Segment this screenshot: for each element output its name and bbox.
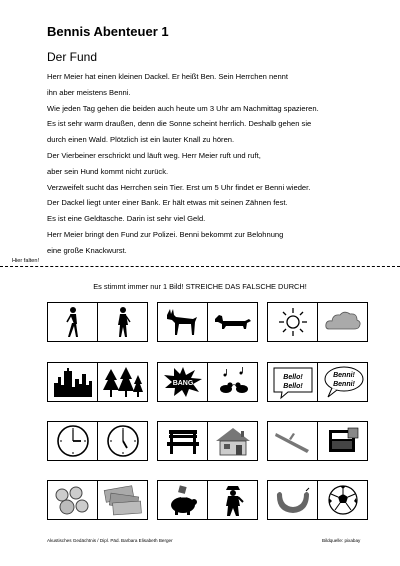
clock-five-icon [103, 423, 143, 459]
picture-pair-clocks [47, 421, 148, 461]
walking-man-icon [53, 305, 93, 339]
story-line: Herr Meier hat einen kleinen Dackel. Er heißt Ben. Sein Herrchen nennt [47, 72, 289, 81]
footer-image-source: Bildquelle: pixabay [322, 538, 361, 543]
story-line: aber sein Hund kommt nicht zurück. [47, 166, 169, 176]
dachshund-icon [211, 305, 255, 339]
singing-birds-icon [211, 365, 255, 399]
forest-icon [101, 365, 145, 399]
fold-label: Hier falten! [12, 258, 40, 264]
story-line: Es ist sehr warm draußen, denn die Sonne scheint herrlich. Deshalb gehen sie [47, 119, 312, 129]
story-line: Wie jeden Tag gehen die beiden auch heute um 3 Uhr am Nachmittag spazieren. [47, 103, 319, 113]
bubble-right-line: Benni! [332, 372, 355, 379]
city-skyline-icon [51, 365, 95, 399]
walking-woman-icon [103, 305, 143, 339]
picture-cell[interactable] [318, 422, 367, 460]
picture-cell[interactable] [268, 481, 318, 519]
picture-cell[interactable] [48, 481, 98, 519]
picture-cell[interactable] [318, 481, 367, 519]
bubble-left-line: Bello! [282, 383, 303, 390]
picture-cell[interactable] [268, 363, 318, 401]
picture-grid [47, 302, 367, 521]
bubble-right-line: Benni! [332, 381, 355, 388]
picture-pair-stick-or-wallet [267, 421, 368, 461]
sausage-icon [271, 482, 315, 518]
speech-bubble-bello-icon [270, 364, 316, 400]
picture-cell[interactable] [158, 303, 208, 341]
picture-cell[interactable] [208, 363, 257, 401]
footer-credit: Akustisches Gedächtnis / Dipl. Päd. Barbara Elisabeth Berger [47, 538, 173, 543]
picture-pair-bench-or-house [157, 421, 258, 461]
story-line: Verzweifelt sucht das Herrchen sein Tier. Erst um 5 Uhr findet er Benni wieder. [47, 182, 311, 192]
story-line: Der Dackel liegt unter einer Bank. Er hält etwas mit seinen Zähnen fest. [47, 198, 288, 208]
soccer-ball-icon [323, 482, 363, 518]
sun-icon [273, 305, 313, 339]
story-line: Der Vierbeiner erschrickt und läuft weg. Herr Meier ruft und ruft, [47, 150, 261, 160]
picture-pair-piggybank-or-police [157, 480, 258, 520]
picture-cell[interactable] [48, 422, 98, 460]
wallet-icon [321, 424, 365, 458]
fold-line [0, 266, 400, 267]
story-line: eine große Knackwurst. [47, 245, 127, 255]
bubble-left-line: Bello! [282, 374, 303, 381]
picture-cell[interactable] [268, 303, 318, 341]
picture-pair-dog [157, 302, 258, 342]
picture-cell[interactable] [318, 303, 367, 341]
story-subtitle: Der Fund [47, 50, 98, 64]
coins-icon [51, 482, 95, 518]
story-line: Herr Meier bringt den Fund zur Polizei. Benni bekommt zur Belohnung [47, 229, 284, 239]
picture-pair-weather [267, 302, 368, 342]
police-officer-icon [213, 482, 253, 518]
bang-explosion-icon [161, 365, 205, 399]
picture-cell[interactable] [158, 422, 208, 460]
instruction-text: Es stimmt immer nur 1 Bild! STREICHE DAS FALSCHE DURCH! [93, 282, 307, 291]
doberman-icon [161, 305, 205, 339]
picture-cell[interactable] [98, 363, 147, 401]
picture-cell[interactable] [318, 363, 367, 401]
banknotes-icon [101, 482, 145, 518]
house-icon [211, 424, 255, 458]
picture-cell[interactable] [48, 303, 98, 341]
stick-icon [271, 424, 315, 458]
picture-cell[interactable] [98, 481, 147, 519]
picture-cell[interactable] [208, 481, 257, 519]
picture-pair-sound [157, 362, 258, 402]
picture-cell[interactable] [268, 422, 318, 460]
cloud-icon [321, 305, 365, 339]
story-text [47, 69, 387, 259]
worksheet-title: Bennis Abenteuer 1 [47, 24, 169, 39]
clock-three-icon [53, 423, 93, 459]
picture-cell[interactable] [98, 303, 147, 341]
story-line: ihn aber meistens Benni. [47, 87, 131, 97]
story-line: durch einen Wald. Plötzlich ist ein lauter Knall zu hören. [47, 135, 235, 145]
picture-cell[interactable] [158, 481, 208, 519]
picture-cell[interactable] [98, 422, 147, 460]
speech-bubble-benni-icon [320, 364, 366, 400]
piggy-bank-icon [161, 482, 205, 518]
picture-pair-sausage-or-ball [267, 480, 368, 520]
picture-cell[interactable] [208, 303, 257, 341]
bang-text: BANG [172, 380, 193, 387]
story-line: Es ist eine Geldtasche. Darin ist sehr viel Geld. [47, 214, 206, 224]
picture-pair-man-or-woman [47, 302, 148, 342]
picture-cell[interactable] [208, 422, 257, 460]
picture-pair-city-or-forest [47, 362, 148, 402]
bench-icon [161, 424, 205, 458]
picture-cell[interactable] [48, 363, 98, 401]
picture-pair-money [47, 480, 148, 520]
picture-cell[interactable] [158, 363, 208, 401]
picture-pair-speech-bubbles [267, 362, 368, 402]
